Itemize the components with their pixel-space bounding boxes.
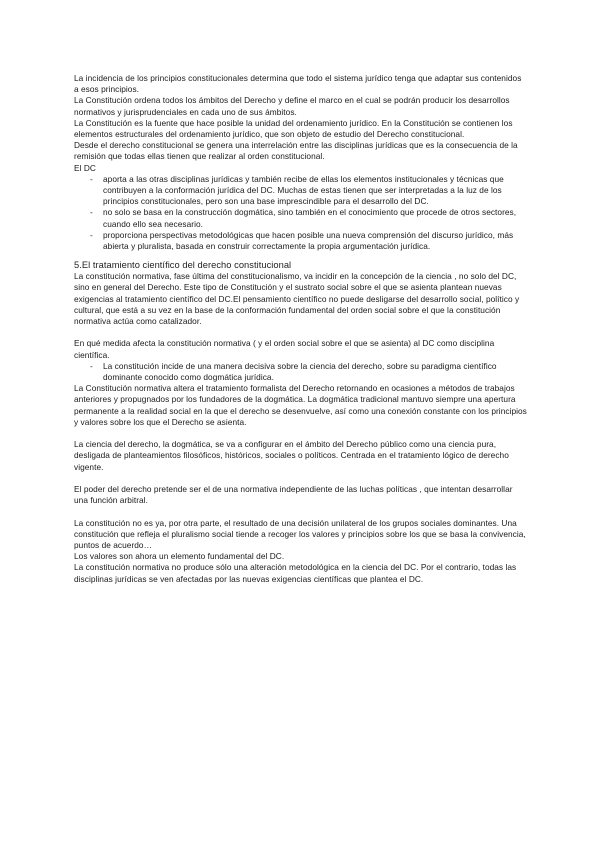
- paragraph-question: En qué medida afecta la constitución normativa ( y el orden social sobre el que se asienta) al DC como disciplina científica.: [74, 338, 495, 360]
- list-item-text: no solo se basa en la construcción dogmática, sino también en el conocimiento que procede de otros sectores, cuando ello sea necesario.: [103, 207, 517, 229]
- document-page: [74, 73, 528, 585]
- dc-label: El DC: [74, 162, 96, 173]
- dash-marker: -: [90, 360, 93, 371]
- question-bullet-list: [74, 361, 528, 383]
- paragraph-constitucion-normativa: La constitución normativa, fase última del constitucionalismo, va incidir en la concepción de la ciencia , no solo del DC, sino en general del Derecho. Este tipo de Constitución y el sustrato social sobre el que se asienta plantean nuevas exigencias al tratamiento científico del DC.El pensamiento científico no puede desligarse del desarrollo social, político y cultural, que está a su vez en la base de la conformación fundamental del orden social sobre el que la constitución normativa actúa como catalizador.: [74, 271, 520, 327]
- list-item-text: proporciona perspectivas metodológicas que hacen posible una nueva comprensión del discurso jurídico, más abierta y pluralista, basada en construir correctamente la propia argumentación jurídica.: [103, 229, 514, 252]
- paragraph-valores: Los valores son ahora un elemento fundamental del DC.: [74, 551, 285, 562]
- paragraph-constitucion-ya: La constitución no es ya, por otra parte, el resultado de una decisión unilateral de los grupos sociales dominantes. Una constitución que refleja el pluralismo social tiende a recoger los valores y principios sobre los que se basa la convivencia, puntos de acuerdo…: [74, 517, 526, 551]
- dash-marker: -: [90, 173, 93, 184]
- list-item-text: aporta a las otras disciplinas jurídicas y también recibe de ellas los elementos institucionales y técnicas que contribuyen a la conformación jurídica del DC. Muchas de estas tienen que ser interpretadas a la luz de los principios constitucionales, pero son una base imprescindible para el desarrollo del DC.: [103, 173, 504, 207]
- dash-marker: -: [90, 229, 93, 240]
- list-item: [74, 207, 528, 229]
- dash-marker: -: [90, 207, 93, 218]
- dc-bullet-list: [74, 174, 528, 252]
- list-item: [74, 230, 528, 252]
- list-item-text: La constitución incide de una manera decisiva sobre la ciencia del derecho, sobre su paradigma científico dominante conocido como dogmática jurídica.: [103, 360, 497, 383]
- paragraph-final: La constitución normativa no produce sólo una alteración metodológica en la ciencia del DC. Por el contrario, todas las disciplinas jurídicas se ven afectadas por las nuevas exigencias científicas que plantea el DC.: [74, 562, 517, 584]
- paragraph-ciencia-derecho: La ciencia del derecho, la dogmática, se va a configurar en el ámbito del Derecho público como una ciencia pura, desligada de planteamientos filosóficos, históricos, sociales o políticos. Centrada en el tratamiento lógico de derecho vigente.: [74, 439, 509, 472]
- list-item: [74, 361, 528, 383]
- paragraph-incidencia: La incidencia de los principios constitucionales determina que todo el sistema jurídico tenga que adaptar sus contenidos a esos principios.: [74, 73, 522, 95]
- paragraph-poder-derecho: El poder del derecho pretende ser el de una normativa independiente de las luchas políticas , que intentan desarrollar una función arbitral.: [74, 484, 513, 506]
- paragraph-constitucion-ordena: La Constitución ordena todos los ámbitos del Derecho y define el marco en el cual se podrán producir los desarrollos normativos y jurisprudenciales en cada uno de sus ámbitos.: [74, 95, 510, 117]
- paragraph-formalista: La Constitución normativa altera el tratamiento formalista del Derecho retornando en ocasiones a métodos de trabajos anteriores y propugnados por los fundadores de la dogmática. La dogmática tradicional mantuvo siempre una apertura permanente a la realidad social en la que el derecho se desenvuelve, así como una conexión constante con los principios y valores sobre los que el Derecho se asienta.: [74, 383, 527, 427]
- section-title: 5.El tratamiento científico del derecho constitucional: [74, 260, 292, 271]
- list-item: [74, 174, 528, 208]
- paragraph-interrelacion: Desde el derecho constitucional se genera una interrelación entre las disciplinas jurídicas que es la consecuencia de la remisión que todas ellas tienen que realizar al orden constitucional.: [74, 140, 518, 162]
- paragraph-fuente-unidad: La Constitución es la fuente que hace posible la unidad del ordenamiento jurídico. En la Constitución se contienen los elementos estructurales del ordenamiento jurídico, que son objeto de estudio del Derecho constitucional.: [74, 117, 513, 140]
